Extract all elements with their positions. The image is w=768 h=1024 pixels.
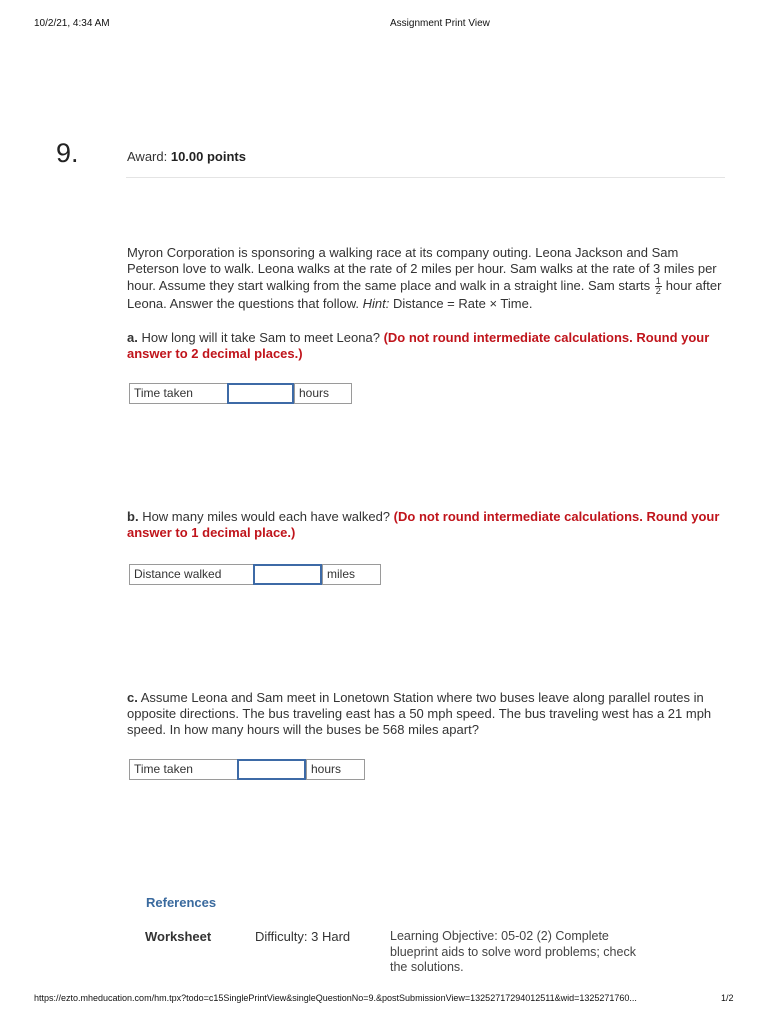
award-value: 10.00 points (170, 149, 246, 164)
problem-statement (127, 245, 727, 312)
time-taken-input-a[interactable] (227, 383, 294, 404)
award (127, 149, 246, 164)
worksheet-label: Worksheet (145, 929, 212, 944)
part-a-answer-row (129, 383, 352, 404)
print-url: https://ezto.mheducation.com/hm.tpx?todo=c15SinglePrintView&singleQuestionNo=9.&postSubmissionView=13252717294012511&wid=1325271760... (34, 993, 637, 1003)
part-b-unit: miles (322, 565, 359, 584)
part-c-text: Assume Leona and Sam meet in Lonetown Station where two buses leave along parallel routes in opposite directions. The bus traveling east has a 50 mph speed. The bus traveling west has a 21 mph speed. In how many hours will the buses be 568 miles apart? (127, 690, 712, 737)
problem-text-continued: hour after Leona. Answer the questions that follow. (127, 277, 722, 311)
hint-text: Distance = Rate × Time. (392, 296, 533, 311)
page-number: 1/2 (721, 993, 734, 1003)
part-c-letter: c. (127, 690, 138, 705)
distance-walked-input[interactable] (253, 564, 322, 585)
learning-objective: Learning Objective: 05-02 (2) Complete blueprint aids to solve word problems; check the solutions. (390, 929, 636, 974)
difficulty: Difficulty: 3 Hard (255, 929, 351, 944)
problem-text: Myron Corporation is sponsoring a walking race at its company outing. Leona Jackson and Sam Peterson love to walk. Leona walks at the rate of 2 miles per hour. Sam walks at the rate of 3 miles per hour. Assume they start walking from the same place and walk in a straight line. Sam starts (127, 245, 717, 293)
part-c-question (127, 690, 727, 738)
part-b-instruction: (Do not round intermediate calculations. Round your answer to 1 decimal place.) (127, 509, 720, 540)
part-c-unit: hours (306, 760, 345, 779)
time-taken-input-c[interactable] (237, 759, 306, 780)
part-b-text: How many miles would each have walked? (142, 509, 391, 524)
hint-label: Hint: (362, 296, 390, 311)
part-a-letter: a. (127, 330, 138, 345)
part-b-field-label: Distance walked (134, 567, 222, 581)
part-a-unit: hours (294, 384, 333, 403)
fraction-numerator: 1 (655, 276, 661, 286)
question-number: 9. (56, 138, 79, 168)
part-a-question (127, 330, 727, 362)
part-c-field-label: Time taken (134, 762, 193, 776)
print-title: Assignment Print View (390, 18, 490, 29)
part-a-text: How long will it take Sam to meet Leona? (141, 330, 380, 345)
part-a-field-label: Time taken (134, 386, 193, 400)
part-a-instruction: (Do not round intermediate calculations. Round your answer to 2 decimal places.) (127, 330, 710, 361)
award-label: Award: (127, 149, 171, 164)
print-datetime: 10/2/21, 4:34 AM (34, 18, 110, 29)
part-b-question (127, 509, 727, 541)
one-half-fraction (655, 277, 662, 296)
fraction-denominator: 2 (655, 286, 661, 296)
question-divider (126, 177, 725, 178)
part-b-answer-row (129, 564, 381, 585)
part-c-answer-row (129, 759, 365, 780)
references-heading: References (146, 895, 217, 910)
part-b-letter: b. (127, 509, 139, 524)
